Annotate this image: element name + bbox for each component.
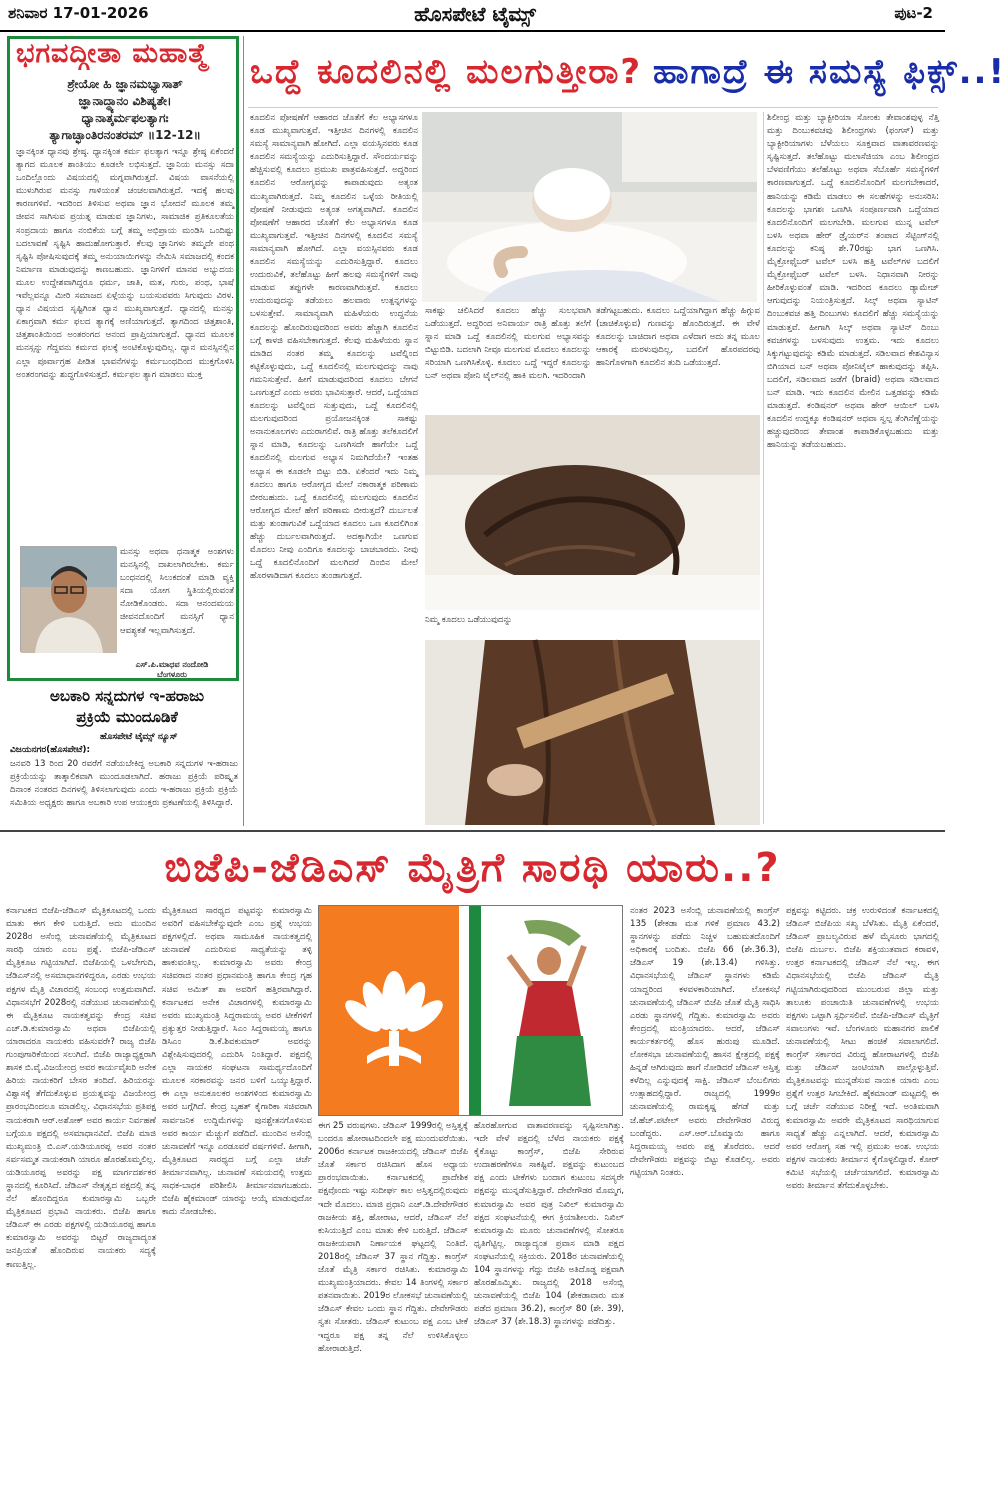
hair-col-divider [763, 112, 764, 824]
author-photo [20, 546, 116, 652]
hair-col-2: ಸಾಕಷ್ಟು ಚಲಿಸಿದರೆ ಕೂದಲು ಹೆಚ್ಚು ಸುಲಭವಾಗಿ ಒಡೆಯುತ್ತದೆ. ಅದ್ದರಿಂದ ಅನಿವಾರ್ಯ ರಾತ್ರಿ ಹೊತ್ತು ತಲೆಗೆ ಸ್ನಾನ ಮಾಡಿ ಒದ್ದೆ ಕೂದಲಿನಲ್ಲಿ ಮಲಗುವ ಅಭ್ಯಾಸವನ್ನು ಬಿಟ್ಟುಬಿಡಿ. ಬದಲಾಗಿ ನೀವೂ ಮಲಗುವ ಮೊದಲು ಕೂದಲನ್ನು ಸರಿಯಾಗಿ ಒಣಗಿಸಿಕೊಳ್ಳಿ. ಕೂದಲು ಒದ್ದೆ ಇದ್ದರೆ ಕೂದಲನ್ನು ಬನ್ ಅಥವಾ ಪೋನಿ ಟೈಲ್‌ನಲ್ಲಿ ಹಾಕಿ ಮಲಗಿ. ಇದರಿಂದಾಗಿ [425, 306, 591, 382]
bjp-col-5: ನಂತರ 2023 ಅಸೆಂಬ್ಲಿ ಚುನಾವಣೆಯಲ್ಲಿ ಕಾಂಗ್ರೆಸ್ 135 (ಶೇಕಡಾ ಮತ ಗಳಿಕೆ ಪ್ರಮಾಣ 43.2) ಸ್ಥಾನಗಳನ್ನು ಪಡೆದು ನಿಚ್ಚಳ ಬಹುಮತದೊಂದಿಗೆ ಅಧಿಕಾರಕ್ಕೆ ಬಂದಿತು. ಬಿಜೆಪಿ 66 (ಶೇ.36.3), ಜೆಡಿಎಸ್ 19 (ಶೇ.13.4) ಗಳಿಸಿತ್ತು. ವಿಧಾನಸಭೆಯಲ್ಲಿ ಜೆಡಿಎಸ್ ಸ್ಥಾನಗಳು ಕಡಿಮೆ ಯಾದ್ದರಿಂದ ಕಳವಳಕಾರಿಯಾಗಿದೆ. ಲೋಕಸಭೆ ಚುನಾವಣೆಯಲ್ಲಿ ಜೆಡಿಎಸ್ ಬಿಜೆಪಿ ಜೊತೆ ಮೈತ್ರಿ ಸಾಧಿಸಿ ಎರಡು ಸ್ಥಾನಗಳಲ್ಲಿ ಗೆದ್ದಿತು. ಕುಮಾರಸ್ವಾಮಿ ಅವರು ಕೇಂದ್ರದಲ್ಲಿ ಮಂತ್ರಿಯಾದರು. ಆದರೆ, ಜೆಡಿಎಸ್ ಕಾರ್ಯಕರ್ತರಲ್ಲಿ ಹೊಸ ಹುರುಪು ಮೂಡಿದೆ. ಲೋಕಸಭಾ ಚುನಾವಣೆಯಲ್ಲಿ ಹಾಸನ ಕ್ಷೇತ್ರದಲ್ಲಿ ಪಕ್ಷಕ್ಕೆ ಹಿನ್ನಡೆ ಆಗಿರುವುದು ಹಾಗೆ ನೋಡಿದರೆ ಜೆಡಿಎಸ್ ಅಸ್ತಿತ್ವ ಕಳೆದಿಲ್ಲ ಎನ್ನುವುದಕ್ಕೆ ಸಾಕ್ಷಿ. ಜೆಡಿಎಸ್ ಬೆಂಬಲಿಗರು ಉತ್ಸಾಹದಲ್ಲಿದ್ದಾರೆ. ರಾಜ್ಯದಲ್ಲಿ 1999ರ ಚುನಾವಣೆಯಲ್ಲಿ ರಾಮಕೃಷ್ಣ ಹೆಗಡೆ ಮತ್ತು ಜೆ.ಹೆಚ್.ಪಟೇಲ್ ಅವರು ದೇವೇಗೌಡರ ವಿರುದ್ಧ ಬಂಡೆದ್ದರು. ಎಸ್.ಆರ್.ಬೊಮ್ಮಾಯಿ ಹಾಗೂ ಸಿದ್ದರಾಮಯ್ಯ ಅವರು ಪಕ್ಷ ತೊರೆದರು. ಆದರೆ ದೇವೇಗೌಡರು ಪಕ್ಷವನ್ನು ಬಿಟ್ಟು ಕೊಡಲಿಲ್ಲ. ಅವರು ಗಟ್ಟಿಯಾಗಿ ನಿಂತರು. [630, 906, 780, 1178]
excise-dateline: ವಿಜಯನಗರ(ಹೊಸಪೇಟೆ): [10, 745, 91, 755]
gita-verse-1: ಶ್ರೇಯೋ ಹಿ ಜ್ಞಾನಮಭ್ಯಾಸಾತ್ [67, 77, 183, 91]
hair-headline-rule [248, 107, 938, 108]
gita-body-2: ಮನಸ್ಸು ಅಥವಾ ಧನಾತ್ಮಕ ಅಂಶಗಳು ಮನಸ್ಸಿನಲ್ಲಿ ದಾಖಲಾಗಿರಬೇಕು. ಕರ್ಮ ಬಂಧನದಲ್ಲಿ ಸಿಲುಕದಂತೆ ಮಾಡಿ ವ್ಯಕ್ತಿ ಸದಾ ಯೋಗ ಸ್ಥಿತಿಯಲ್ಲಿರುವಂತೆ ನೋಡಿಕೊಂಡರು. ಸದಾ ಆನಂದಮಯ ಜೀವನದೊಂದಿಗೆ ಮನಸ್ಸಿಗೆ ಧ್ಯಾನ ಆವಶ್ಯಕತೆ ಇಲ್ಲವಾಗಿಸುತ್ತದೆ. [120, 547, 234, 636]
hair-caption: ನಿಮ್ಮ ಕೂದಲು ಒಡೆಯುವುದನ್ನು [425, 615, 513, 625]
gita-verse-2: ಜ್ಞಾನಾದ್ಧ್ಯಾನಂ ವಿಶಿಷ್ಯತೇ। [78, 94, 172, 108]
hair-col-1: ಕೂದಲಿನ ಪೋಷಣೆಗೆ ಆಹಾರದ ಜೊತೆಗೆ ಕೆಲ ಅಭ್ಯಾಸಗಳೂ ಕೂಡ ಮುಖ್ಯವಾಗುತ್ತವೆ. ಇತ್ತೀಚಿನ ದಿನಗಳಲ್ಲಿ ಕೂದಲಿನ ಸಮಸ್ಯೆ ಸಾಮಾನ್ಯವಾಗಿ ಹೋಗಿದೆ. ಎಲ್ಲಾ ವಯಸ್ಸಿನವರು ಕೂಡ ಕೂದಲಿನ ಸಮಸ್ಯೆಯನ್ನು ಎದುರಿಸುತ್ತಿದ್ದಾರೆ. ಸೌಂದರ್ಯವನ್ನು ಹೆಚ್ಚಿಸುವಲ್ಲಿ ಕೂದಲು ಪ್ರಮುಖ ಪಾತ್ರವಹಿಸುತ್ತದೆ. ಅದ್ದರಿಂದ ಕೂದಲಿನ ಆರೋಗ್ಯವನ್ನು ಕಾಪಾಡುವುದು ಅತ್ಯಂತ ಮುಖ್ಯವಾಗಿರುತ್ತದೆ. ನಿಮ್ಮ ಕೂದಲಿನ ಒಳ್ಳೆಯ ರೀತಿಯಲ್ಲಿ ಪೋಷಣೆ ನೀಡುವುದು ಅತ್ಯಂತ ಅಗತ್ಯವಾಗಿದೆ. ಕೂದಲಿನ ಪೋಷಣೆಗೆ ಆಹಾರದ ಜೊತೆಗೆ ಕೆಲ ಅಭ್ಯಾಸಗಳೂ ಕೂಡ ಮುಖ್ಯವಾಗುತ್ತವೆ. ಇತ್ತೀಚಿನ ದಿನಗಳಲ್ಲಿ ಕೂದಲಿನ ಸಮಸ್ಯೆ ಸಾಮಾನ್ಯವಾಗಿ ಹೋಗಿದೆ. ಎಲ್ಲಾ ವಯಸ್ಸಿನವರು ಕೂಡ ಕೂದಲಿನ ಸಮಸ್ಯೆಯನ್ನು ಎದುರಿಸುತ್ತಿದ್ದಾರೆ. ಕೂದಲು ಉದುರುವಿಕೆ, ತಲೆಹೊಟ್ಟು ಹೀಗೆ ಹಲವು ಸಮಸ್ಯೆಗಳಿಗೆ ನಾವು ಮಾಡುವ ತಪ್ಪುಗಳೇ ಕಾರಣವಾಗಿರುತ್ತವೆ. ಕೂದಲು ಉದುರುವುದನ್ನು ತಡೆಯಲು ಹಲವಾರು ಉತ್ಪನ್ನಗಳನ್ನು ಬಳಸುತ್ತೇವೆ. ಸಾಮಾನ್ಯವಾಗಿ ಮಹಿಳೆಯರು ಉದ್ದನೆಯ ಕೂದಲನ್ನು ಹೊಂದಿರುವುದರಿಂದ ಅವರು ಹೆಚ್ಚಾಗಿ ಕೂದಲಿನ ಬಗ್ಗೆ ಕಾಳಜಿ ವಹಿಸಬೇಕಾಗುತ್ತದೆ. ಕೆಲವು ಮಹಿಳೆಯರು ಸ್ನಾನ ಮಾಡಿದ ನಂತರ ತಮ್ಮ ಕೂದಲನ್ನು ಟವೆಲ್ನಿಂದ ಕಟ್ಟಿಕೊಳ್ಳುವುದು, ಒದ್ದೆ ಕೂದಲಿನಲ್ಲಿ ಮಲಗುವುದನ್ನು ನಾವು ಗಮನಿಸುತ್ತೇವೆ. ಹೀಗೆ ಮಾಡುವುದರಿಂದ ಕೂದಲು ಬೇಗನೆ ಒಣಗುತ್ತದೆ ಎಂದು ಅವರು ಭಾವಿಸುತ್ತಾರೆ. ಆದರೆ, ಒದ್ದೆಯಾದ ಕೂದಲನ್ನು ಟವೆಲ್ನಿಂದ ಸುತ್ತುವುದು, ಒದ್ದೆ ಕೂದಲಿನಲ್ಲಿ ಮಲಗುವುದರಿಂದ ಪ್ರಯೋಜನಕ್ಕಿಂತ ಸಾಕಷ್ಟು ಅನಾನುಕೂಲಗಳು ಎದುರಾಗಲಿವೆ. ರಾತ್ರಿ ಹೊತ್ತು ತಲೆಕೂದಲಿಗೆ ಸ್ನಾನ ಮಾಡಿ, ಕೂದಲನ್ನು ಒಣಗಿಸದೇ ಹಾಗೆಯೇ ಒದ್ದೆ ಕೂದಲಿನಲ್ಲಿ ಮಲಗುವ ಅಭ್ಯಾಸ ನಿಮಗಿದೆಯೇ? ಇಂತಹ ಅಭ್ಯಾಸ ಈ ಕೂಡಲೇ ಬಿಟ್ಟು ಬಿಡಿ. ಏಕೆಂದರೆ ಇದು ನಿಮ್ಮ ಕೂದಲು ಹಾಗೂ ಆರೋಗ್ಯದ ಮೇಲೆ ನಕಾರಾತ್ಮಕ ಪರಿಣಾಮ ಬೀರಬಹುದು. ಒದ್ದೆ ಕೂದಲಿನಲ್ಲಿ ಮಲಗುವುದು ಕೂದಲಿನ ಆರೋಗ್ಯದ ಮೇಲೆ ಹೇಗೆ ಪರಿಣಾಮ ಬೀರುತ್ತದೆ? ದುರ್ಬಲತೆ ಮತ್ತು ತುಂಡಾಗುವಿಕೆ ಒದ್ದೆಯಾದ ಕೂದಲು ಒಣ ಕೂದಲಿಗಿಂತ ಹೆಚ್ಚು ದುರ್ಬಲವಾಗಿರುತ್ತದೆ. ಅದಕ್ಕಾಗಿಯೇ ಒಣಗುವ ಮೊದಲು ನೀವು ಎಂದಿಗೂ ಕೂದಲನ್ನು ಬಾಚಬಾರದು. ನೀವು ಒದ್ದೆ ಕೂದಲಿನೊಂದಿಗೆ ಮಲಗಿದರೆ ದಿಂಬಿನ ಮೇಲೆ ಹೊರಳಾಡಿದಾಗ ಕೂದಲು ತುಂಡಾಗುತ್ತದೆ. [250, 113, 418, 582]
excise-body: ಜನವರಿ 13 ರಿಂದ 20 ರವರೆಗೆ ನಡೆಯಬೇಕಿದ್ದ ಅಬಕಾರಿ ಸನ್ನದುಗಳ ಇ-ಹರಾಜು ಪ್ರಕ್ರಿಯೆಯನ್ನು ತಾತ್ಕಾಲಿಕವಾಗಿ ಮುಂದೂಡಲಾಗಿದೆ. ಹರಾಜು ಪ್ರಕ್ರಿಯೆ ಪರಿಷ್ಕೃತ ದಿನಾಂಕ ನಂತರದ ದಿನಗಳಲ್ಲಿ ತಿಳಿಸಲಾಗುವುದು ಎಂದು ಇ-ಹರಾಜು ಪ್ರಕ್ರಿಯೆ ಪ್ರಕ್ರಿಯೆ ಸಮಿತಿಯ ಅಧ್ಯಕ್ಷರು ಹಾಗೂ ಅಬಕಾರಿ ಉಪ ಆಯುಕ್ತರು ಪ್ರಕಟಣೆಯಲ್ಲಿ ತಿಳಿಸಿದ್ದಾರೆ. [10, 759, 238, 809]
bjp-col-6: ಪಕ್ಷವನ್ನು ಕಟ್ಟಿದರು. ಚಕ್ರ ಉರುಳಿದಂತೆ ಕರ್ನಾಟಕದಲ್ಲಿ ಜೆಡಿಎಸ್ ಬಿಜೆಪಿಯ ಸಖ್ಯ ಬೆಳೆಸಿತು. ಮೈತ್ರಿ ಏಕೆಂದರೆ, ಜೆಡಿಎಸ್ ಪ್ರಾಬಲ್ಯವಿರುವ ಹಳೆ ಮೈಸೂರು ಭಾಗದಲ್ಲಿ ಬಿಜೆಪಿ ದುರ್ಬಲ. ಬಿಜೆಪಿ ಶಕ್ತಿಯುತವಾದ ಕರಾವಳಿ, ಉತ್ತರ ಕರ್ನಾಟಕದಲ್ಲಿ ಜೆಡಿಎಸ್ ನೆಲೆ ಇಲ್ಲ. ಈಗ ವಿಧಾನಸಭೆಯಲ್ಲಿ ಬಿಜೆಪಿ ಜೆಡಿಎಸ್ ಮೈತ್ರಿ ಗಟ್ಟಿಯಾಗಿರುವುದರಿಂದ ಮುಂಬರುವ ಜಿಲ್ಲಾ ಮತ್ತು ತಾಲೂಕು ಪಂಚಾಯಿತಿ ಚುನಾವಣೆಗಳಲ್ಲಿ ಉಭಯ ಪಕ್ಷಗಳು ಒಟ್ಟಾಗಿ ಸ್ಪರ್ಧಿಸಲಿವೆ. ಬಿಜೆಪಿ-ಜೆಡಿಎಸ್ ಮೈತ್ರಿಗೆ ಸವಾಲುಗಳು ಇವೆ. ಬೆಂಗಳೂರು ಮಹಾನಗರ ಪಾಲಿಕೆ ಚುನಾವಣೆಯಲ್ಲಿ ಸೀಟು ಹಂಚಿಕೆ ಸವಾಲಾಗಲಿದೆ. ಕಾಂಗ್ರೆಸ್ ಸರ್ಕಾರದ ವಿರುದ್ಧ ಹೋರಾಟಗಳಲ್ಲಿ ಬಿಜೆಪಿ ಮತ್ತು ಜೆಡಿಎಸ್ ಜಂಟಿಯಾಗಿ ಪಾಲ್ಗೊಳ್ಳುತ್ತಿವೆ. ಮೈತ್ರಿಕೂಟವನ್ನು ಮುನ್ನಡೆಸುವ ನಾಯಕ ಯಾರು ಎಂಬ ಪ್ರಶ್ನೆಗೆ ಉತ್ತರ ಸಿಗಬೇಕಿದೆ. ಹೈಕಮಾಂಡ್ ಮಟ್ಟದಲ್ಲಿ ಈ ಬಗ್ಗೆ ಚರ್ಚೆ ನಡೆಯುವ ನಿರೀಕ್ಷೆ ಇದೆ. ಅಂತಿಮವಾಗಿ ಕುಮಾರಸ್ವಾಮಿ ಅವರೇ ಮೈತ್ರಿಕೂಟದ ಸಾರಥಿಯಾಗುವ ಸಾಧ್ಯತೆ ಹೆಚ್ಚು ಎನ್ನಲಾಗಿದೆ. ಆದರೆ, ಕುಮಾರಸ್ವಾಮಿ ಅವರ ಆರೋಗ್ಯ ಸಹ ಇಲ್ಲಿ ಪ್ರಮುಖ ಅಂಶ. ಉಭಯ ಪಕ್ಷಗಳ ನಾಯಕರು ತೀರ್ಮಾನ ಕೈಗೊಳ್ಳಲಿದ್ದಾರೆ. ಕೋರ್ ಕಮಿಟಿ ಸಭೆಯಲ್ಲಿ ಚರ್ಚೆಯಾಗಲಿದೆ. ಕುಮಾರಸ್ವಾಮಿ ಅವರು ತೀರ್ಮಾನ ತೆಗೆದುಕೊಳ್ಳಬೇಕು. [786, 906, 939, 1191]
header-date: ಶನಿವಾರ 17-01-2026 [8, 4, 149, 22]
excise-headline-2: ಪ್ರಕ್ರಿಯೆ ಮುಂದೂಡಿಕೆ [76, 708, 178, 726]
section-rule [0, 830, 945, 832]
header-rule [0, 30, 945, 32]
excise-byline: ಹೊಸಪೇಟೆ ಟೈಮ್ಸ್ ನ್ಯೂಸ್ [100, 732, 178, 742]
masthead-title: ಹೊಸಪೇಟೆ ಟೈಮ್ಸ್ [414, 2, 536, 26]
hair-pillow-image [425, 415, 760, 610]
gita-title: ಭಗವದ್ಗೀತಾ ಮಹಾತ್ಮೆ [16, 38, 209, 69]
gita-body: ಜ್ಞಾನಕ್ಕಿಂತ ಧ್ಯಾನವು ಶ್ರೇಷ್ಠ. ಧ್ಯಾನಕ್ಕಿಂತ ಕರ್ಮ ಫಲತ್ಯಾಗ ಇನ್ನೂ ಶ್ರೇಷ್ಠ ಏಕೆಂದರೆ ತ್ಯಾಗದ ಮೂಲಕ ಶಾಂತಿಯು ಕೂಡಲೇ ಲಭಿಸುತ್ತದೆ. ಜ್ಞಾನಿಯ ಮನಸ್ಸು ಸದಾ ಒಂದಿಲ್ಲೊಂದು ವಿಷಯದಲ್ಲಿ ಮಗ್ನವಾಗಿರುತ್ತದೆ. ವಿಷಯ ವಾಸನೆಯಲ್ಲಿ ಮುಳುಗಿರುವ ಮನಸ್ಸು ಗಾಳಿಯಂತೆ ಚಂಚಲವಾಗಿರುತ್ತದೆ. ಇದಕ್ಕೆ ಹಲವು ಕಾರಣಗಳಿವೆ. ಇದರಿಂದ ತಿಳಿಸುವ ಅಥವಾ ಜ್ಞಾನ ಭೋದನೆ ಮೂಲಕ ತಮ್ಮ ಜೀವನ ಸಾಗಿಸುವ ಪ್ರಯತ್ನ ಮಾಡುವ ಜ್ಞಾನಿಗಳು, ಸಾಮಾಜಿಕ ಪ್ರತಿಕೂಲತೆಯ ಸಂಪ್ರದಾಯ ಹಾಗೂ ನಂಬಿಕೆಯ ಬಗ್ಗೆ ತಮ್ಮ ಅಭಿಪ್ರಾಯ ಮಂಡಿಸಿ ಒಂದಿಷ್ಟು ಬದಲಾವಣೆ ಸೃಷ್ಟಿಸಿ ಹಾದುಹೋಗುತ್ತಾರೆ. ಕೆಲವು ಜ್ಞಾನಿಗಳು ತಮ್ಮದೇ ಪಂಥ ಸೃಷ್ಟಿಸಿ ಪೋಷಿಸುವುದಕ್ಕೆ ತಮ್ಮ ಅನುಯಾಯಿಗಳನ್ನು ನೇಮಿಸಿ ಸಮಾಜದಲ್ಲಿ ಕಂದಕ ನಿರ್ಮಾಣ ಮಾಡುವುದನ್ನು ಕಾಣಬಹುದು. ಜ್ಞಾನಿಗಳಿಗೆ ಮಾನವ ಅಭ್ಯುದಯ ಮೂಲ ಉದ್ದೇಶವಾಗಿದ್ದರೂ ಧರ್ಮ, ಜಾತಿ, ಮತ, ಗುರು, ಪಂಥ, ಭಾಷೆ ಇವೆಲ್ಲವನ್ನೂ ಮೀರಿ ಸಮಾಜದ ಏಳ್ಗೆಯನ್ನು ಬಯಸುವವರು ಸಿಗುವುದು ವಿರಳ. ಧ್ಯಾನ ವಿಷಯದ ಸೃಷ್ಟಿಗಿಂತ ಧ್ಯಾನ ಮುಖ್ಯವಾಗುತ್ತದೆ. ಧ್ಯಾನದಲ್ಲಿ ಮನಸ್ಸು ಏಕಾಗ್ರವಾಗಿ ಕರ್ಮ ಫಲದ ತ್ಯಾಗಕ್ಕೆ ಅಣಿಯಾಗುತ್ತದೆ. ತ್ಯಾಗದಿಂದ ಚಿತ್ತಶಾಂತಿ, ಚಿತ್ತಶಾಂತಿಯಿಂದ ಅಂತರಂಗದ ಆನಂದ ಪ್ರಾಪ್ತಿಯಾಗುತ್ತದೆ. ಧ್ಯಾನದ ಮೂಲಕ ಮನಸ್ಸನ್ನು ಗೆದ್ದವನು ಕರ್ಮದ ಫಲಕ್ಕೆ ಅಂಟಿಕೊಳ್ಳುವುದಿಲ್ಲ. ಧ್ಯಾನ ಮನಸ್ಸಿನಲ್ಲಿನ ಎಲ್ಲಾ ಪೂರ್ವಾಗ್ರಹ ಪೀಡಿತ ಭಾವನೆಗಳನ್ನು ಕರ್ಮಬಂಧದಿಂದ ಮುಕ್ತಗೊಳಿಸಿ ಅಂತರಂಗವನ್ನು ಶುದ್ಧಗೊಳಿಸುತ್ತದೆ. ಕರ್ಮಫಲ ತ್ಯಾಗ ಮಾಡಲು ಮುಕ್ತ [16, 147, 234, 380]
bjp-col-3: ಈಗ 25 ವರುಷಗಳು. ಜೆಡಿಎಸ್ 1999ರಲ್ಲಿ ಅಸ್ತಿತ್ವಕ್ಕೆ ಬಂದರೂ ಹೋರಾಟದಿಂದಲೇ ಪಕ್ಷ ಮುಂದುವರೆಯಿತು. 2006ರ ಕರ್ನಾಟಕ ರಾಜಕೀಯದಲ್ಲಿ ಜೆಡಿಎಸ್ ಬಿಜೆಪಿ ಜೊತೆ ಸರ್ಕಾರ ರಚಿಸಿದಾಗ ಹೊಸ ಅಧ್ಯಾಯ ಪ್ರಾರಂಭವಾಯಿತು. ಕರ್ನಾಟಕದಲ್ಲಿ ಪ್ರಾದೇಶಿಕ ಪಕ್ಷವೊಂದು ಇಷ್ಟು ಸುದೀರ್ಘ ಕಾಲ ಅಸ್ತಿತ್ವದಲ್ಲಿರುವುದು ಇದೇ ಮೊದಲು. ಮಾಜಿ ಪ್ರಧಾನಿ ಎಚ್.ಡಿ.ದೇವೇಗೌಡರ ರಾಜಕೀಯ ಶಕ್ತಿ, ಹೋರಾಟ, ಆದರೆ, ಜೆಡಿಎಸ್ ನೆಲೆ ಕುಸಿಯುತ್ತಿದೆ ಎಂಬ ಮಾತು ಕೇಳಿ ಬರುತ್ತಿದೆ. ಜೆಡಿಎಸ್ ರಾಜಕೀಯವಾಗಿ ನಿರ್ಣಾಯಕ ಘಟ್ಟದಲ್ಲಿ ನಿಂತಿದೆ. 2018ರಲ್ಲಿ ಜೆಡಿಎಸ್ 37 ಸ್ಥಾನ ಗೆದ್ದಿತ್ತು. ಕಾಂಗ್ರೆಸ್ ಜೊತೆ ಮೈತ್ರಿ ಸರ್ಕಾರ ರಚಿಸಿತು. ಕುಮಾರಸ್ವಾಮಿ ಮುಖ್ಯಮಂತ್ರಿಯಾದರು. ಕೇವಲ 14 ತಿಂಗಳಲ್ಲಿ ಸರ್ಕಾರ ಪತನವಾಯಿತು. 2019ರ ಲೋಕಸಭೆ ಚುನಾವಣೆಯಲ್ಲಿ ಜೆಡಿಎಸ್ ಕೇವಲ ಒಂದು ಸ್ಥಾನ ಗೆದ್ದಿತು. ದೇವೇಗೌಡರು ಸ್ವತಃ ಸೋತರು. ಜೆಡಿಎಸ್ ಕುಟುಂಬ ಪಕ್ಷ ಎಂಬ ಟೀಕೆ ಇದ್ದರೂ ಪಕ್ಷ ತನ್ನ ನೆಲೆ ಉಳಿಸಿಕೊಳ್ಳಲು ಹೋರಾಡುತ್ತಿದೆ. [318, 1121, 468, 1354]
author-name: ಎಸ್.ಪಿ.ಮಾಧವ ನಂದೋಡಿ [135, 660, 209, 669]
comb-hair-icon [425, 640, 760, 825]
bjp-headline: ಬಿಜೆಪಿ-ಜೆಡಿಎಸ್ ಮೈತ್ರಿಗೆ ಸಾರಥಿ ಯಾರು..? [164, 845, 781, 891]
party-flags-icon [319, 906, 622, 1115]
comb-image [425, 640, 760, 825]
hair-headline [250, 48, 1006, 96]
hair-headline-red: ಒದ್ದೆ ಕೂದಲಿನಲ್ಲಿ ಮಲಗುತ್ತೀರಾ? [250, 52, 643, 92]
author-portrait-icon [21, 547, 117, 653]
bjp-jds-flags [318, 905, 623, 1116]
hair-col-4: ಶಿಲೀಂಧ್ರ ಮತ್ತು ಬ್ಯಾಕ್ಟೀರಿಯಾ ಸೋಂಕು ತೇವಾಂಶವುಳ್ಳ ನೆತ್ತಿ ಮತ್ತು ದಿಂಬುಕವಚವು ಶಿಲೀಂಧ್ರಗಳು (ಫಂಗಸ್) ಮತ್ತು ಬ್ಯಾಕ್ಟೀರಿಯಾಗಳು ಬೆಳೆಯಲು ಸೂಕ್ತವಾದ ವಾತಾವರಣವನ್ನು ಸೃಷ್ಟಿಸುತ್ತದೆ. ತಲೆಹೊಟ್ಟು ಮಲಾಸೆಜಿಯಾ ಎಂಬ ಶಿಲೀಂಧ್ರದ ಬೆಳವಣಿಗೆಯು ತಲೆಹೊಟ್ಟು ಅಥವಾ ಸೆಬೊರ್ಹೆ ಸಮಸ್ಯೆಗಳಿಗೆ ಕಾರಣವಾಗುತ್ತದೆ. ಒದ್ದೆ ಕೂದಲಿನೊಂದಿಗೆ ಮಲಗಬೇಕಾದರೆ, ಹಾನಿಯನ್ನು ಕಡಿಮೆ ಮಾಡಲು ಈ ಸಲಹೆಗಳನ್ನು ಅನುಸರಿಸಿ: ಕೂದಲನ್ನು ಭಾಗಶಃ ಒಣಗಿಸಿ ಸಂಪೂರ್ಣವಾಗಿ ಒದ್ದೆಯಾದ ಕೂದಲಿನೊಂದಿಗೆ ಮಲಗಬೇಡಿ. ಮಲಗುವ ಮುನ್ನ ಟವೆಲ್ ಬಳಸಿ ಅಥವಾ ಹೇರ್ ಡ್ರೈಯರ್‌ನ ತಂಪಾದ ಸೆಟ್ಟಿಂಗ್‌ನಲ್ಲಿ ಕೂದಲನ್ನು ಕನಿಷ್ಠ ಶೇ.70ರಷ್ಟು ಭಾಗ ಒಣಗಿಸಿ. ಮೈಕ್ರೋಫೈಬರ್ ಟವೆಲ್ ಬಳಸಿ ಹತ್ತಿ ಟವೆಲ್‌ಗಳ ಬದಲಿಗೆ ಮೈಕ್ರೋಫೈಬರ್ ಟವೆಲ್ ಬಳಸಿ. ನಿಧಾನವಾಗಿ ನೀರನ್ನು ಹೀರಿಕೊಳ್ಳುವಂತೆ ಮಾಡಿ. ಇದರಿಂದ ಕೂದಲು ಡ್ಯಾಮೇಜ್ ಆಗುವುದನ್ನು ನಿಯಂತ್ರಿಸುತ್ತದೆ. ಸಿಲ್ಕ್ ಅಥವಾ ಸ್ಯಾಟಿನ್ ದಿಂಬುಕವಚ ಹತ್ತಿ ದಿಂಬುಗಳು ಕೂದಲಿಗೆ ಹೆಚ್ಚು ಸಮಸ್ಯೆಯನ್ನು ಮಾಡುತ್ತವೆ. ಹೀಗಾಗಿ ಸಿಲ್ಕ್ ಅಥವಾ ಸ್ಯಾಟಿನ್ ದಿಂಬು ಕವಚಗಳನ್ನು ಬಳಸುವುದು ಉತ್ತಮ. ಇದು ಕೂದಲು ಸಿಕ್ಕುಗಟ್ಟುವುದನ್ನು ಕಡಿಮೆ ಮಾಡುತ್ತದೆ. ಸಡಿಲವಾದ ಕೇಶವಿನ್ಯಾಸ ಬಿಗಿಯಾದ ಬನ್ ಅಥವಾ ಪೋನಿಟೈಲ್ ಹಾಕುವುದನ್ನು ತಪ್ಪಿಸಿ. ಬದಲಿಗೆ, ಸಡಿಲವಾದ ಜಡೆಗೆ (braid) ಅಥವಾ ಸಡಿಲವಾದ ಬನ್ ಮಾಡಿ. ಇದು ಕೂದಲಿನ ಮೇಲಿನ ಒತ್ತಡವನ್ನು ಕಡಿಮೆ ಮಾಡುತ್ತದೆ. ಕಂಡಿಷನರ್ ಅಥವಾ ಹೇರ್ ಆಯಿಲ್ ಬಳಸಿ ಕೂದಲಿನ ಉದ್ದಕ್ಕೂ ಕಂಡಿಷನರ್ ಅಥವಾ ಸ್ವಲ್ಪ ತೆಂಗಿನೆಣ್ಣೆಯನ್ನು ಹಚ್ಚುವುದರಿಂದ ತೇವಾಂಶ ಕಾಪಾಡಿಕೊಳ್ಳಬಹುದು ಮತ್ತು ಹಾನಿಯನ್ನು ತಡೆಯಬಹುದು. [767, 113, 939, 451]
sleeping-woman-icon [422, 112, 757, 302]
author-place: ಬೆಂಗಳೂರು [157, 670, 187, 679]
column-divider [243, 36, 244, 826]
page-number: ಪುಟ-2 [894, 4, 933, 22]
bjp-col-1: ಕರ್ನಾಟಕದ ಬಿಜೆಪಿ-ಜೆಡಿಎಸ್ ಮೈತ್ರಿಕೂಟದಲ್ಲಿ ಒಂದು ಮಾತು ಈಗ ಕೇಳಿ ಬರುತ್ತಿದೆ. ಅದು ಮುಂದಿನ 2028ರ ಅಸೆಂಬ್ಲಿ ಚುನಾವಣೆಯಲ್ಲಿ ಮೈತ್ರಿಕೂಟದ ಸಾರಥಿ ಯಾರು ಎಂಬ ಪ್ರಶ್ನೆ. ಬಿಜೆಪಿ-ಜೆಡಿಎಸ್ ಮೈತ್ರಿಕೂಟ ಗಟ್ಟಿಯಾಗಿದೆ. ಬಿಜೆಪಿಯಲ್ಲಿ ಒಳಬೇಗುದಿ, ಜೆಡಿಎಸ್‌ನಲ್ಲಿ ಅಸಮಾಧಾನಗಳಿದ್ದರೂ, ಎರಡು ಉಭಯ ಪಕ್ಷಗಳ ಮೈತ್ರಿ ವಿಚಾರದಲ್ಲಿ ಸಂಬಂಧ ಉತ್ತಮವಾಗಿದೆ. ವಿಧಾನಸಭೆಗೆ 2028ರಲ್ಲಿ ನಡೆಯುವ ಚುನಾವಣೆಯಲ್ಲಿ ಈ ಮೈತ್ರಿಕೂಟ ನಾಯಕತ್ವವನ್ನು ಕೇಂದ್ರ ಸಚಿವ ಎಚ್.ಡಿ.ಕುಮಾರಸ್ವಾಮಿ ಅಥವಾ ಬಿಜೆಪಿಯಲ್ಲಿ ಯಾರಾದರೂ ನಾಯಕರು ವಹಿಸುವರೇ? ರಾಜ್ಯ ಬಿಜೆಪಿ ಗುಂಪುಗಾರಿಕೆಯಿಂದ ಸಲುಗಿದೆ. ಬಿಜೆಪಿ ರಾಜ್ಯಾಧ್ಯಕ್ಷರಾಗಿ ಶಾಸಕ ಬಿ.ವೈ.ವಿಜಯೇಂದ್ರ ಅವರ ಕಾರ್ಯವೈಖರಿ ಅನೇಕ ಹಿರಿಯ ನಾಯಕರಿಗೆ ಬೇಸರ ತಂದಿದೆ. ಹಿರಿಯರನ್ನು ವಿಶ್ವಾಸಕ್ಕೆ ತೆಗೆದುಕೊಳ್ಳುವ ಪ್ರಯತ್ನವನ್ನು ವಿಜಯೇಂದ್ರ ಪ್ರಾರಂಭದಿಂದಲೂ ಮಾಡಲಿಲ್ಲ. ವಿಧಾನಸಭೆಯ ಪ್ರತಿಪಕ್ಷ ನಾಯಕರಾಗಿ ಆರ್.ಅಶೋಕ್ ಅವರ ಕಾರ್ಯ ನಿರ್ವಹಣೆ ಬಗ್ಗೆಯೂ ಪಕ್ಷದಲ್ಲಿ ಅಸಮಾಧಾನವಿದೆ. ಬಿಜೆಪಿ ಮಾಜಿ ಮುಖ್ಯಮಂತ್ರಿ ಬಿ.ಎಸ್.ಯಡಿಯೂರಪ್ಪ ಅವರ ನಂತರ ಸರ್ವಸಮ್ಮತ ನಾಯಕರಾಗಿ ಯಾರೂ ಹೊರಹೊಮ್ಮಲಿಲ್ಲ. ಯಡಿಯೂರಪ್ಪ ಅವರನ್ನು ಪಕ್ಷ ಮಾರ್ಗದರ್ಶಕರ ಸ್ಥಾನದಲ್ಲಿ ಕೂರಿಸಿದೆ. ಜೆಡಿಎಸ್ ನೇತೃತ್ವದ ಪಕ್ಷದಲ್ಲಿ ತನ್ನ ನೆಲೆ ಹೊಂದಿದ್ದರೂ ಕುಮಾರಸ್ವಾಮಿ ಒಬ್ಬರೇ ಮೈತ್ರಿಕೂಟದ ಪ್ರಭಾವಿ ನಾಯಕರು. ಬಿಜೆಪಿ ಹಾಗೂ ಜೆಡಿಎಸ್ ಈ ಎರಡು ಪಕ್ಷಗಳಲ್ಲಿ ಯಡಿಯೂರಪ್ಪ ಹಾಗೂ ಕುಮಾರಸ್ವಾಮಿ ಅವರನ್ನು ಬಿಟ್ಟರೆ ರಾಜ್ಯದಾದ್ಯಂತ ಜನಪ್ರಿಯತೆ ಹೊಂದಿರುವ ನಾಯಕರು ಸದ್ಯಕ್ಕೆ ಕಾಣುತ್ತಿಲ್ಲ. [6, 906, 156, 1270]
sleeping-woman-image [422, 112, 757, 302]
hair-on-pillow-icon [425, 415, 760, 610]
hair-headline-blue: ಹಾಗಾದ್ರೆ ಈ ಸಮಸ್ಯೆ ಫಿಕ್ಸ್..! [652, 52, 1006, 92]
gita-verse-3: ಧ್ಯಾನಾತ್ಕರ್ಮಫಲತ್ಯಾಗಃ [81, 111, 169, 125]
gita-verse-4: ತ್ಯಾಗಾಚ್ಛಾಂತಿರನಂತರಮ್ ॥12-12॥ [49, 128, 201, 142]
bjp-col-4: ಹೊರಹೋಗುವ ವಾತಾವರಣವನ್ನು ಸೃಷ್ಟಿಸಲಾಗಿತ್ತು. ಇದೇ ವೇಳೆ ಪಕ್ಷದಲ್ಲಿ ಬೆಳೆದ ನಾಯಕರು ಪಕ್ಷಕ್ಕೆ ಕೈಕೊಟ್ಟು ಕಾಂಗ್ರೆಸ್, ಬಿಜೆಪಿ ಸೇರಿರುವ ಉದಾಹರಣೆಗಳೂ ಸಾಕಷ್ಟಿವೆ. ಪಕ್ಷವನ್ನು ಕುಟುಂಬದ ಪಕ್ಷ ಎಂದು ಟೀಕೆಗಳು ಬಂದಾಗ ಕುಟುಂಬ ಸದಸ್ಯರೇ ಪಕ್ಷವನ್ನು ಮುನ್ನಡೆಸುತ್ತಿದ್ದಾರೆ. ದೇವೇಗೌಡರ ಮೊಮ್ಮಗ, ಕುಮಾರಸ್ವಾಮಿ ಅವರ ಪುತ್ರ ನಿಖಿಲ್ ಕುಮಾರಸ್ವಾಮಿ ಪಕ್ಷದ ಸಂಘಟನೆಯಲ್ಲಿ ಈಗ ಕ್ರಿಯಾಶೀಲರು. ನಿಖಿಲ್ ಕುಮಾರಸ್ವಾಮಿ ಮೂರು ಚುನಾವಣೆಗಳಲ್ಲಿ ಸೋತರೂ ಧೃತಿಗೆಟ್ಟಿಲ್ಲ. ರಾಜ್ಯಾದ್ಯಂತ ಪ್ರವಾಸ ಮಾಡಿ ಪಕ್ಷದ ಸಂಘಟನೆಯಲ್ಲಿ ಸಕ್ರಿಯರು. 2018ರ ಚುನಾವಣೆಯಲ್ಲಿ 104 ಸ್ಥಾನಗಳನ್ನು ಗೆದ್ದು ಬಿಜೆಪಿ ಅತಿದೊಡ್ಡ ಪಕ್ಷವಾಗಿ ಹೊರಹೊಮ್ಮಿತು. ರಾಜ್ಯದಲ್ಲಿ 2018 ಅಸೆಂಬ್ಲಿ ಚುನಾವಣೆಯಲ್ಲಿ ಬಿಜೆಪಿ 104 (ಶೇಕಡಾವಾರು ಮತ ಪಡೆದ ಪ್ರಮಾಣ 36.2), ಕಾಂಗ್ರೆಸ್ 80 (ಶೇ. 39), ಜೆಡಿಎಸ್ 37 (ಶೇ.18.3) ಸ್ಥಾನಗಳನ್ನು ಪಡೆದಿತ್ತು. [474, 1121, 624, 1328]
hair-col-3: ತಡೆಗಟ್ಟಬಹುದು. ಕೂದಲು ಒದ್ದೆಯಾಗಿದ್ದಾಗ ಹೆಚ್ಚು ಹಿಗ್ಗುವ (ಚಾಚಿಕೊಳ್ಳುವ) ಗುಣವನ್ನು ಹೊಂದಿರುತ್ತದೆ. ಈ ವೇಳೆ ಕೂದಲನ್ನು ಬಾಚಿದಾಗ ಅಥವಾ ಎಳೆದಾಗ ಅದು ತನ್ನ ಮೂಲ ಆಕಾರಕ್ಕೆ ಮರಳುವುದಿಲ್ಲ, ಬದಲಿಗೆ ಹೊರಪದರವು ಹಾನಿಗೊಳಗಾಗಿ ಕೂದಲಿನ ತುದಿ ಒಡೆಯುತ್ತದೆ. [596, 306, 760, 369]
bjp-col-2: ಮೈತ್ರಿಕೂಟದ ಸಾರಥ್ಯದ ಪಟ್ಟವನ್ನು ಕುಮಾರಸ್ವಾಮಿ ಅವರಿಗೆ ವಹಿಸಬೇಕೆನ್ನುವುದೇ ಎಂಬ ಪ್ರಶ್ನೆ ಉಭಯ ಪಕ್ಷಗಳಲ್ಲಿದೆ. ಅಥವಾ ಸಾಮೂಹಿಕ ನಾಯಕತ್ವದಲ್ಲಿ ಚುನಾವಣೆ ಎದುರಿಸುವ ಸಾಧ್ಯತೆಯನ್ನು ತಳ್ಳಿ ಹಾಕುವಂತಿಲ್ಲ. ಕುಮಾರಸ್ವಾಮಿ ಅವರು ಕೇಂದ್ರ ಸಚಿವರಾದ ನಂತರ ಪ್ರಧಾನಮಂತ್ರಿ ಹಾಗೂ ಕೇಂದ್ರ ಗೃಹ ಸಚಿವ ಅಮಿತ್ ಶಾ ಅವರಿಗೆ ಹತ್ತಿರವಾಗಿದ್ದಾರೆ. ಕರ್ನಾಟಕದ ಅನೇಕ ವಿಚಾರಗಳಲ್ಲಿ ಕುಮಾರಸ್ವಾಮಿ ಅವರು ಮುಖ್ಯಮಂತ್ರಿ ಸಿದ್ದರಾಮಯ್ಯ ಅವರ ಟೀಕೆಗಳಿಗೆ ಪ್ರತ್ಯುತ್ತರ ನೀಡುತ್ತಿದ್ದಾರೆ. ಸಿಎಂ ಸಿದ್ದರಾಮಯ್ಯ ಹಾಗೂ ಡಿಸಿಎಂ ಡಿ.ಕೆ.ಶಿವಕುಮಾರ್ ಅವರನ್ನು ವಿಶ್ಲೇಷಿಸುವುದರಲ್ಲಿ ಎದುರಿಸಿ ನಿಂತಿದ್ದಾರೆ. ಪಕ್ಷದಲ್ಲಿ ಎಲ್ಲಾ ನಾಯಕರ ಸಂಘಟನಾ ಸಾಮರ್ಥ್ಯದೊಂದಿಗೆ ಮೂಲಕ ಸರಕಾರವನ್ನು ಜನರ ಬಳಿಗೆ ಒಯ್ಯುತ್ತಿದ್ದಾರೆ. ಈ ಎಲ್ಲಾ ಅನುಕೂಲಕರ ಅಂಶಗಳಿಂದ ಕುಮಾರಸ್ವಾಮಿ ಅವರ ಬಗ್ಗೆಗಿದೆ. ಕೇಂದ್ರ ಬೃಹತ್ ಕೈಗಾರಿಕಾ ಸಚಿವರಾಗಿ ಸಾರ್ವಜನಿಕ ಉದ್ದಿಮೆಗಳನ್ನು ಪುನಶ್ಚೇತನಗೊಳಿಸುವ ಅವರ ಕಾರ್ಯ ಮೆಚ್ಚುಗೆ ಪಡೆದಿದೆ. ಮುಂದಿನ ಅಸೆಂಬ್ಲಿ ಚುನಾವಣೆಗೆ ಇನ್ನೂ ಎರಡೂವರೆ ವರ್ಷಗಳಿವೆ. ಹೀಗಾಗಿ, ಮೈತ್ರಿಕೂಟದ ಸಾರಥ್ಯದ ಬಗ್ಗೆ ಎಲ್ಲಾ ಚರ್ಚೆ ತೀರ್ಮಾನವಾಗಿಲ್ಲ. ಚುನಾವಣೆ ಸಮಯದಲ್ಲಿ ಉತ್ತಮ ಸಾಧಕ-ಬಾಧಕ ಪರಿಶೀಲಿಸಿ ತೀರ್ಮಾನವಾಗಬಹುದು. ಬಿಜೆಪಿ ಹೈಕಮಾಂಡ್ ಯಾರನ್ನು ಆಯ್ಕೆ ಮಾಡುವುದೋ ಕಾದು ನೋಡಬೇಕು. [162, 906, 312, 1218]
excise-headline-1: ಅಬಕಾರಿ ಸನ್ನದುಗಳ ಇ-ಹರಾಜು [50, 687, 204, 705]
